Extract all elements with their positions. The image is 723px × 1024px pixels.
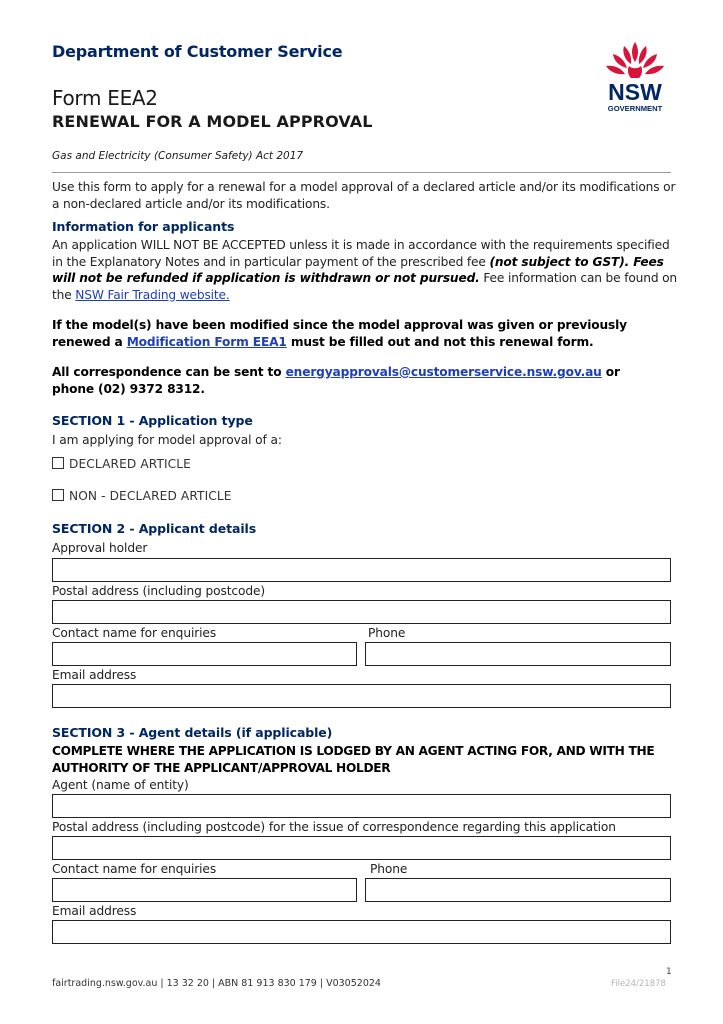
intro-paragraph: Use this form to apply for a renewal for a model approval of a declared article and/or its modifications or a non-declared article and/or its modifications. <box>52 180 676 211</box>
declared-article-label: DECLARED ARTICLE <box>69 457 191 471</box>
agent-phone-field[interactable] <box>365 878 671 902</box>
page-number: 1 <box>666 967 672 977</box>
form-title: RENEWAL FOR A MODEL APPROVAL <box>52 112 373 131</box>
waratah-icon <box>598 38 672 118</box>
mod-text-2: must be filled out and not this renewal form. <box>286 334 594 349</box>
declared-article-checkbox[interactable] <box>52 457 64 469</box>
email-link[interactable]: energyapprovals@customerservice.nsw.gov.au <box>285 365 602 379</box>
fee-notice: (not subject to GST). Fees will not be refunded if application is withdrawn or not pursued. <box>52 254 664 285</box>
agent-phone-label: Phone <box>370 862 408 876</box>
contact-name-label: Contact name for enquiries <box>52 626 217 640</box>
contact-name-field[interactable] <box>52 642 357 666</box>
info-text-2: Fee information can be found on the <box>52 271 678 302</box>
agent-instruction: COMPLETE WHERE THE APPLICATION IS LODGED BY AN AGENT ACTING FOR, AND WITH THE AUTHORITY OF THE APPLICANT/APPROVAL HOLDER <box>52 744 655 775</box>
corr-text-1: All correspondence can be sent to <box>52 365 286 379</box>
section-3-heading: SECTION 3 - Agent details (if applicable) <box>52 725 333 740</box>
approval-holder-label: Approval holder <box>52 541 148 555</box>
footer-text: fairtrading.nsw.gov.au | 13 32 20 | ABN 81 913 830 179 | V03052024 <box>52 978 381 989</box>
info-heading: Information for applicants <box>52 219 235 234</box>
non-declared-article-label: NON - DECLARED ARTICLE <box>69 489 232 503</box>
phone-label: Phone <box>368 626 406 640</box>
section-1-heading: SECTION 1 - Application type <box>52 413 253 428</box>
department-name: Department of Customer Service <box>52 42 343 61</box>
non-declared-article-option[interactable] <box>52 489 232 503</box>
correspondence-notice <box>52 364 652 397</box>
modification-form-link[interactable]: Modification Form EEA1 <box>126 334 287 349</box>
info-paragraph <box>52 237 682 303</box>
file-reference: File24/21878 <box>611 979 666 989</box>
logo-nsw-text: NSW <box>608 79 662 105</box>
approval-holder-field[interactable] <box>52 558 671 582</box>
agent-email-field[interactable] <box>52 920 671 944</box>
info-text-1: An application WILL NOT BE ACCEPTED unless it is made in accordance with the requirements specified in the Explanatory Notes and in particular payment of the prescribed fee <box>52 238 670 269</box>
email-label: Email address <box>52 668 137 682</box>
declared-article-option[interactable] <box>52 457 191 471</box>
header-divider <box>52 172 671 173</box>
corr-text-2: or phone (02) 9372 8312. <box>52 365 620 396</box>
legislation-reference: Gas and Electricity (Consumer Safety) Act 2017 <box>52 150 304 162</box>
postal-address-field[interactable] <box>52 600 671 624</box>
email-field[interactable] <box>52 684 671 708</box>
agent-name-field[interactable] <box>52 794 671 818</box>
agent-name-label: Agent (name of entity) <box>52 778 189 792</box>
non-declared-article-checkbox[interactable] <box>52 489 64 501</box>
fair-trading-website-link[interactable]: NSW Fair Trading website. <box>75 287 230 302</box>
agent-postal-address-field[interactable] <box>52 836 671 860</box>
agent-contact-name-field[interactable] <box>52 878 357 902</box>
nsw-government-logo <box>598 38 672 122</box>
mod-text-1: If the model(s) have been modified since the model approval was given or previously renewed a <box>52 318 627 349</box>
form-number: Form EEA2 <box>52 86 158 110</box>
section-2-heading: SECTION 2 - Applicant details <box>52 521 257 536</box>
modification-notice <box>52 317 682 350</box>
logo-government-text: GOVERNMENT <box>607 104 663 113</box>
agent-contact-name-label: Contact name for enquiries <box>52 862 217 876</box>
postal-address-label: Postal address (including postcode) <box>52 584 266 598</box>
agent-email-label: Email address <box>52 904 137 918</box>
application-type-prompt: I am applying for model approval of a: <box>52 433 282 447</box>
agent-postal-address-label: Postal address (including postcode) for the issue of correspondence regarding this application <box>52 820 616 834</box>
phone-field[interactable] <box>365 642 671 666</box>
